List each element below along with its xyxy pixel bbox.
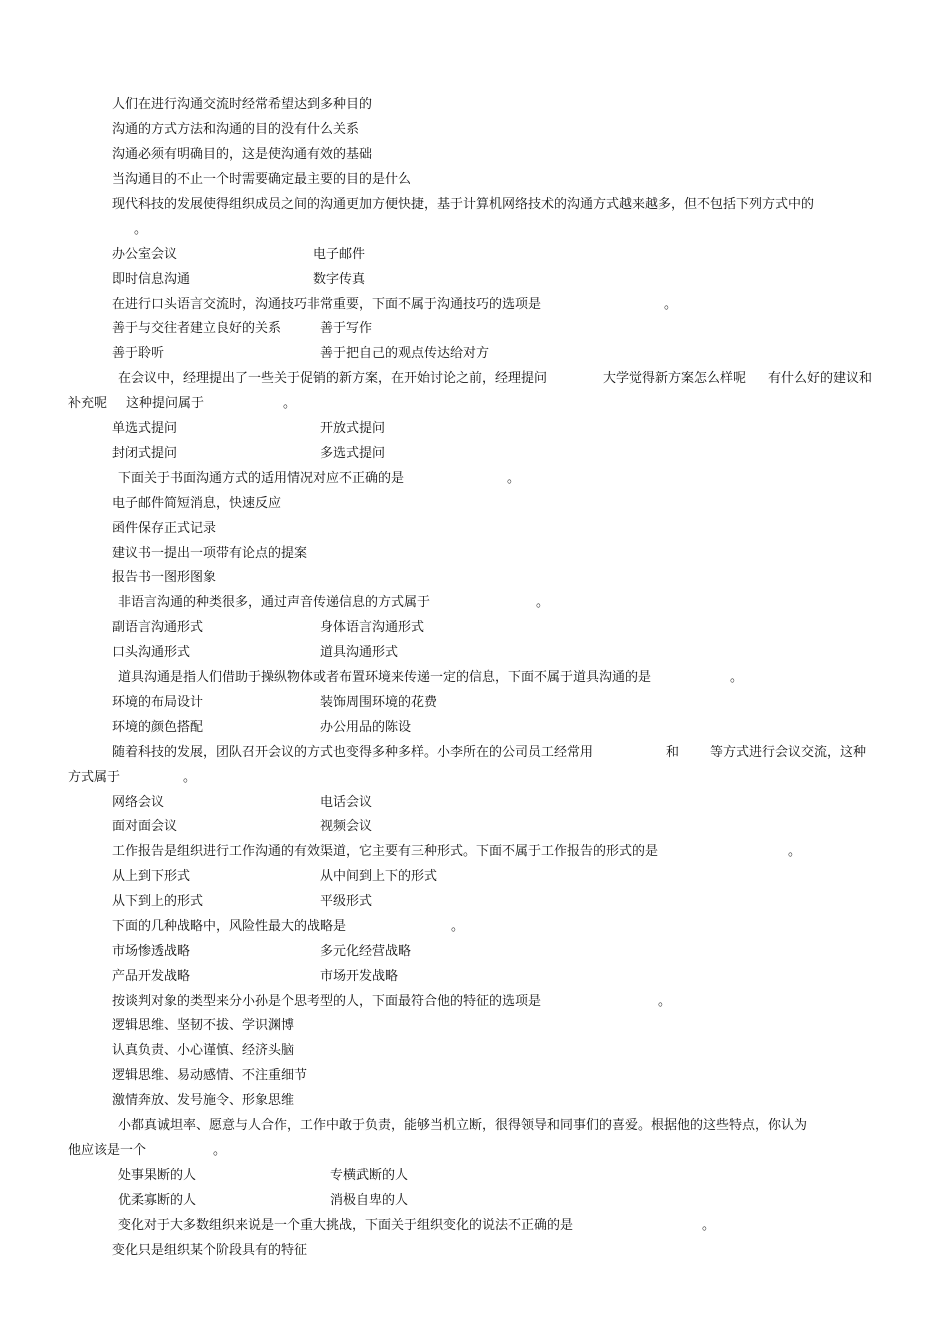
option-a: 办公室会议 [112, 247, 178, 262]
question-end: 。 [658, 994, 672, 1009]
question-text: 下面关于书面沟通方式的适用情况对应不正确的是 [118, 471, 405, 486]
question-text: 等方式进行会议交流，这种 [710, 745, 867, 760]
question-text: 大学觉得新方案怎么样呢 [603, 371, 747, 386]
option-c: 逻辑思维、易动感情、不注重细节 [112, 1068, 308, 1083]
question-text: 变化对于大多数组织来说是一个重大挑战，下面关于组织变化的说法不正确的是 [118, 1218, 574, 1233]
option-a: 单选式提问 [112, 421, 178, 436]
question-end: 。 [536, 595, 550, 610]
question-end: 。 [213, 1143, 227, 1158]
question-end: 。 [507, 471, 521, 486]
option-b: 装饰周围环境的花费 [320, 695, 438, 710]
option-c: 面对面会议 [112, 819, 178, 834]
option-c: 产品开发战略 [112, 969, 191, 984]
question-text: 随着科技的发展，团队召开会议的方式也变得多种多样。小李所在的公司员工经常用 [112, 745, 594, 760]
option-a: 电子邮件简短消息，快速反应 [112, 496, 282, 511]
question-text: 下面的几种战略中，风险性最大的战略是 [112, 919, 347, 934]
option-d: 消极自卑的人 [330, 1193, 409, 1208]
option-a: 变化只是组织某个阶段具有的特征 [112, 1243, 308, 1258]
option-c: 即时信息沟通 [112, 272, 191, 287]
question-end: 。 [451, 919, 465, 934]
option-b: 从中间到上下的形式 [320, 869, 438, 884]
option-b: 善于写作 [320, 321, 373, 336]
question-text: 这种提问属于 [126, 396, 205, 411]
option-b: 身体语言沟通形式 [320, 620, 425, 635]
option-c: 善于聆听 [112, 346, 165, 361]
question-text: 在会议中，经理提出了一些关于促销的新方案，在开始讨论之前，经理提问 [118, 371, 548, 386]
option-b: 开放式提问 [320, 421, 386, 436]
option-b: 认真负责、小心谨慎、经济头脑 [112, 1043, 295, 1058]
question-text: 补充呢 [68, 396, 108, 411]
question-end: 。 [730, 670, 744, 685]
option-b: 专横武断的人 [330, 1168, 409, 1183]
statement-line: 当沟通目的不止一个时需要确定最主要的目的是什么 [112, 172, 412, 187]
option-d: 平级形式 [320, 894, 373, 909]
option-d: 数字传真 [313, 272, 366, 287]
option-d: 报告书一图形图象 [112, 570, 217, 585]
statement-line: 沟通必须有明确目的，这是使沟通有效的基础 [112, 147, 373, 162]
statement-line: 人们在进行沟通交流时经常希望达到多种目的 [112, 97, 373, 112]
option-b: 电子邮件 [313, 247, 366, 262]
option-a: 善于与交往者建立良好的关系 [112, 321, 282, 336]
question-text: 小都真诚坦率、愿意与人合作，工作中敢于负责，能够当机立断，很得领导和同事们的喜爱。根据他的这些特点，你认为 [118, 1118, 808, 1133]
question-text: 现代科技的发展使得组织成员之间的沟通更加方便快捷，基于计算机网络技术的沟通方式越来越多，但不包括下列方式中的 [112, 197, 815, 212]
question-end: 。 [183, 770, 197, 785]
option-a: 市场惨透战略 [112, 944, 191, 959]
option-b: 电话会议 [320, 795, 373, 810]
question-text: 按谈判对象的类型来分小孙是个思考型的人，下面最符合他的特征的选项是 [112, 994, 542, 1009]
option-c: 口头沟通形式 [112, 645, 191, 660]
question-end: 。 [702, 1218, 716, 1233]
question-text: 有什么好的建议和 [768, 371, 873, 386]
option-a: 处事果断的人 [118, 1168, 197, 1183]
question-text: 非语言沟通的种类很多，通过声音传递信息的方式属于 [118, 595, 431, 610]
option-c: 从下到上的形式 [112, 894, 204, 909]
option-b: 函件保存正式记录 [112, 521, 217, 536]
question-text: 他应该是一个 [68, 1143, 147, 1158]
option-d: 激情奔放、发号施令、形象思维 [112, 1093, 295, 1108]
option-a: 从上到下形式 [112, 869, 191, 884]
question-text: 方式属于 [68, 770, 121, 785]
option-d: 善于把自己的观点传达给对方 [320, 346, 490, 361]
option-a: 网络会议 [112, 795, 165, 810]
question-end: 。 [664, 297, 678, 312]
option-b: 多元化经营战略 [320, 944, 412, 959]
question-text: 在进行口头语言交流时，沟通技巧非常重要，下面不属于沟通技巧的选项是 [112, 297, 542, 312]
option-d: 办公用品的陈设 [320, 720, 412, 735]
question-end: 。 [283, 396, 297, 411]
statement-line: 沟通的方式方法和沟通的目的没有什么关系 [112, 122, 360, 137]
option-d: 道具沟通形式 [320, 645, 399, 660]
question-text: 工作报告是组织进行工作沟通的有效渠道，它主要有三种形式。下面不属于工作报告的形式的是 [112, 844, 659, 859]
option-d: 市场开发战略 [320, 969, 399, 984]
option-d: 视频会议 [320, 819, 373, 834]
option-d: 多选式提问 [320, 446, 386, 461]
question-text: 和 [666, 745, 680, 760]
option-c: 环境的颜色搭配 [112, 720, 204, 735]
option-a: 副语言沟通形式 [112, 620, 204, 635]
option-c: 建议书一提出一项带有论点的提案 [112, 546, 308, 561]
option-a: 逻辑思维、坚韧不拔、学识渊博 [112, 1018, 295, 1033]
question-text: 道具沟通是指人们借助于操纵物体或者布置环境来传递一定的信息，下面不属于道具沟通的是 [118, 670, 652, 685]
option-c: 优柔寡断的人 [118, 1193, 197, 1208]
option-a: 环境的布局设计 [112, 695, 204, 710]
option-c: 封闭式提问 [112, 446, 178, 461]
question-end: 。 [788, 844, 802, 859]
question-end: 。 [134, 222, 148, 237]
